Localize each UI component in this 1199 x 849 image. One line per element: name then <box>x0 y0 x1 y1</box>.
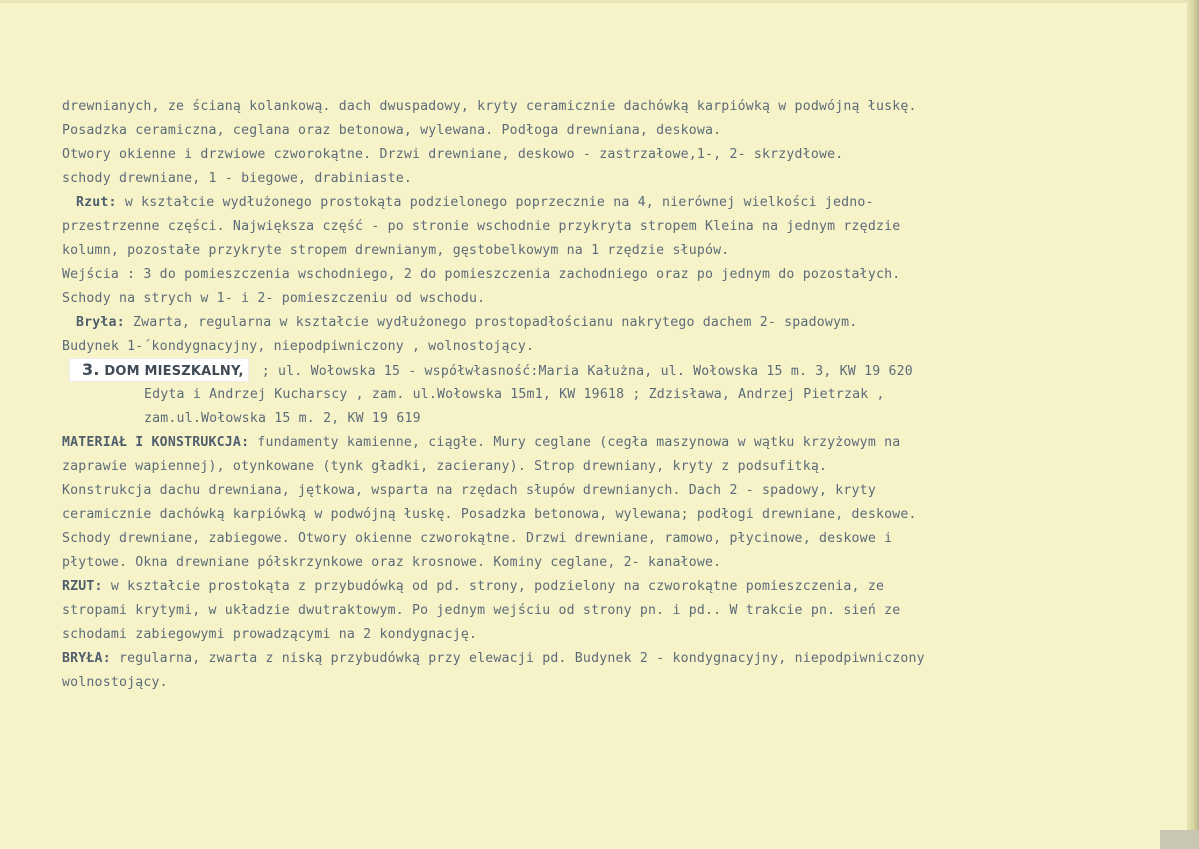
text-line: kolumn, pozostałe przykryte stropem drewnianym, gęstobelkowym na 1 rzędzie słupów. <box>62 243 730 258</box>
text-line: Schody drewniane, zabiegowe. Otwory okienne czworokątne. Drzwi drewniane, ramowo, płycinowe, deskowe i <box>62 531 893 546</box>
line-text: ; ul. Wołowska 15 - współwłasność:Maria Kałużna, ul. Wołowska 15 m. 3, KW 19 620 <box>253 364 913 379</box>
text-line <box>62 647 1152 671</box>
text-line: Otwory okienne i drzwiowe czworokątne. Drzwi drewniane, deskowo - zastrzałowe,1-, 2- skrzydłowe. <box>62 147 844 162</box>
house-number: 3. <box>82 360 100 379</box>
scan-corner <box>1160 830 1199 849</box>
page-right-edge <box>1187 0 1199 849</box>
text-line <box>62 311 1152 335</box>
text-line: schodami zabiegowymi prowadzącymi na 2 kondygnację. <box>62 627 478 642</box>
section-label-rzut-upper: RZUT: <box>62 579 103 594</box>
line-text: regularna, zwarta z niską przybudówką przy elewacji pd. Budynek 2 - kondygnacyjny, niepodpiwniczony <box>110 651 925 666</box>
text-line: Posadzka ceramiczna, ceglana oraz betonowa, wylewana. Podłoga drewniana, deskowa. <box>62 123 722 138</box>
typed-document <box>62 95 1152 695</box>
line-text: fundamenty kamienne, ciągłe. Mury ceglane (cegła maszynowa w wątku krzyżowym na <box>249 435 901 450</box>
text-line: ceramicznie dachówką karpiówką w podwójną łuskę. Posadzka betonowa, wylewana; podłogi drewniane, deskowe. <box>62 507 917 522</box>
text-line: schody drewniane, 1 - biegowe, drabiniaste. <box>62 171 413 186</box>
text-line <box>62 359 1152 383</box>
text-line: zaprawie wapiennej), otynkowane (tynk gładki, zacierany). Strop drewniany, kryty z podsufitką. <box>62 459 828 474</box>
line-text: w kształcie prostokąta z przybudówką od pd. strony, podzielony na czworokątne pomieszczenia, ze <box>102 579 885 594</box>
section-label-rzut: Rzut: <box>76 195 117 210</box>
text-line: przestrzenne części. Największa część - po stronie wschodnie przykryta stropem Kleina na jednym rzędzie <box>62 219 901 234</box>
text-line: Budynek 1-´kondygnacyjny, niepodpiwniczony , wolnostojący. <box>62 339 535 354</box>
text-line: stropami krytymi, w układzie dwutraktowym. Po jednym wejściu od strony pn. i pd.. W trakcie pn. sień ze <box>62 603 901 618</box>
text-line: drewnianych, ze ścianą kolankową. dach dwuspadowy, kryty ceramicznie dachówką karpiówką w podwójną łuskę. <box>62 99 917 114</box>
text-line <box>62 191 1152 215</box>
text-line: Schody na strych w 1- i 2- pomieszczeniu od wschodu. <box>62 291 486 306</box>
text-line: zam.ul.Wołowska 15 m. 2, KW 19 619 <box>144 411 421 426</box>
text-line: Edyta i Andrzej Kucharscy , zam. ul.Wołowska 15m1, KW 19618 ; Zdzisława, Andrzej Pietrzak , <box>144 387 885 402</box>
house-heading-tag <box>70 359 248 381</box>
text-line: wolnostojący. <box>62 675 168 690</box>
section-label-material: MATERIAŁ I KONSTRUKCJA: <box>62 435 250 450</box>
house-title: DOM MIESZKALNY, <box>104 364 244 379</box>
text-line <box>62 431 1152 455</box>
line-text: w kształcie wydłużonego prostokąta podzielonego poprzecznie na 4, nierównej wielkości jedno- <box>116 195 874 210</box>
page-top-edge <box>0 0 1199 3</box>
text-line: płytowe. Okna drewniane półskrzynkowe oraz krosnowe. Kominy ceglane, 2- kanałowe. <box>62 555 722 570</box>
text-line: Konstrukcja dachu drewniana, jętkowa, wsparta na rzędach słupów drewnianych. Dach 2 - spadowy, kryty <box>62 483 876 498</box>
section-label-bryla: Bryła: <box>76 315 125 330</box>
line-text: Zwarta, regularna w kształcie wydłużonego prostopadłościanu nakrytego dachem 2- spadowym. <box>124 315 858 330</box>
text-line: Wejścia : 3 do pomieszczenia wschodniego, 2 do pomieszczenia zachodniego oraz po jednym do pozostałych. <box>62 267 901 282</box>
section-label-bryla-upper: BRYŁA: <box>62 651 111 666</box>
text-line <box>62 575 1152 599</box>
